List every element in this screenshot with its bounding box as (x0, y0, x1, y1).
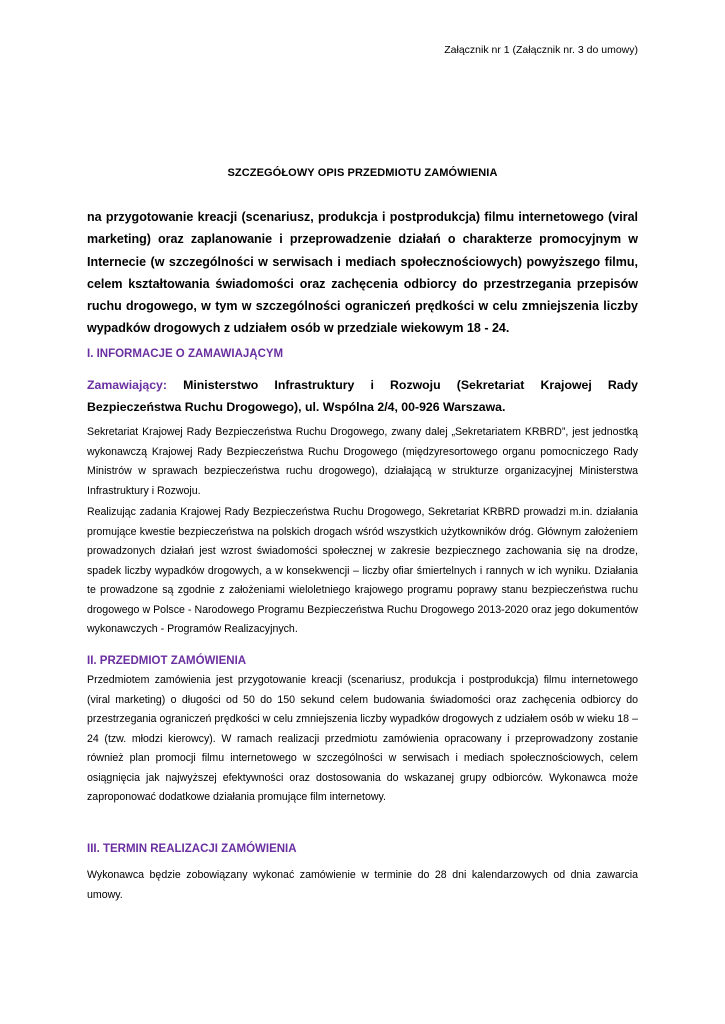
section-heading-contracting-authority: I. INFORMACJE O ZAMAWIAJĄCYM (87, 348, 284, 360)
section-heading-subject: II. PRZEDMIOT ZAMÓWIENIA (87, 655, 247, 667)
deadline-description: Wykonawca będzie zobowiązany wykonać zamówienie w terminie do 28 dni kalendarzowych od dnia zawarcia umowy. (87, 869, 638, 901)
document-title: SZCZEGÓŁOWY OPIS PRZEDMIOTU ZAMÓWIENIA (227, 167, 498, 179)
subject-paragraph: na przygotowanie kreacji (scenariusz, produkcja i postprodukcja) filmu internetowego (viral marketing) oraz zaplanowanie i przeprowadzenie działań o charakterze promocyjnym w Internecie (w szczególności w serwisach i mediach społecznościowych) powyższego filmu, celem kształtowania świadomości oraz zachęcenia odbiorcy do przestrzegania przepisów ruchu drogowego, w tym w szczególności ograniczeń prędkości w celu zmniejszenia liczby wypadków drogowych z udziałem osób w przedziale wiekowym 18 - 24. (87, 210, 638, 336)
contracting-authority-text: Ministerstwo Infrastruktury i Rozwoju (Sekretariat Krajowej Rady Bezpieczeństwa Ruchu Drogowego), ul. Wspólna 2/4, 00-926 Warszawa. (87, 378, 638, 414)
attachment-note: Załącznik nr 1 (Załącznik nr. 3 do umowy) (444, 44, 638, 56)
secretariat-activities: Realizując zadania Krajowej Rady Bezpieczeństwa Ruchu Drogowego, Sekretariat KRBRD prowadzi m.in. działania promujące kwestie bezpieczeństwa na polskich drogach wśród wszystkich użytkowników dróg. Głównym założeniem prowadzonych działań jest wzrost świadomości społecznej w zakresie bezpiecznego zachowania się na drodze, spadek liczby wypadków drogowych, a w konsekwencji – liczby ofiar śmiertelnych i rannych w ich wyniku. Działania te prowadzone są zgodnie z założeniami wieloletniego krajowego programu poprawy stanu bezpieczeństwa ruchu drogowego w Polsce - Narodowego Programu Bezpieczeństwa Ruchu Drogowego 2013-2020 oraz jego dokumentów wykonawczych - Programów Realizacyjnych. (87, 506, 638, 635)
subject-description: Przedmiotem zamówienia jest przygotowanie kreacji (scenariusz, produkcja i postprodukcja) filmu internetowego (viral marketing) o długości od 50 do 150 sekund celem budowania świadomości oraz zachęcenia odbiorcy do przestrzegania ograniczeń prędkości w celu zmniejszenia liczby wypadków drogowych z udziałem osób w wieku 18 – 24 (tzw. młodzi kierowcy). W ramach realizacji przedmiotu zamówienia opracowany i przeprowadzony zostanie również plan promocji filmu internetowego w szczególności w serwisach i mediach społecznościowych, celem osiągnięcia jak najwyższej efektywności oraz dostosowania do wskazanej grupy odbiorców. Wykonawca może zaproponować dodatkowe działania promujące film internetowy. (87, 674, 638, 803)
contracting-authority (87, 374, 638, 418)
contracting-authority-label: Zamawiający: (87, 378, 167, 392)
section-heading-deadline: III. TERMIN REALIZACJI ZAMÓWIENIA (87, 843, 297, 855)
secretariat-description: Sekretariat Krajowej Rady Bezpieczeństwa Ruchu Drogowego, zwany dalej „Sekretariatem KRBRD”, jest jednostką wykonawczą Krajowej Rady Bezpieczeństwa Ruchu Drogowego (międzyresortowego organu pomocniczego Rady Ministrów w sprawach bezpieczeństwa ruchu drogowego), działającą w strukturze organizacyjnej Ministerstwa Infrastruktury i Rozwoju. (87, 426, 638, 497)
